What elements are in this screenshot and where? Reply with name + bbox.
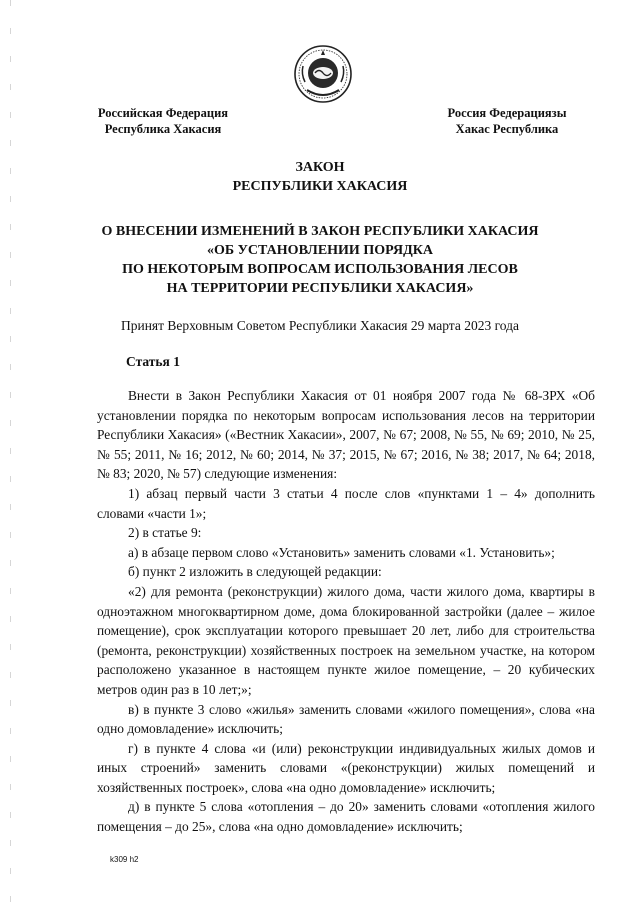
header-right-block	[432, 105, 582, 137]
header-left-line-1: Российская Федерация	[97, 106, 229, 120]
header-left-block	[88, 105, 238, 137]
coat-of-arms-emblem	[293, 44, 353, 104]
paragraph-item-1: 1) абзац первый части 3 статьи 4 после слов «пунктами 1 – 4» дополнить словами «части 1»;	[97, 485, 595, 521]
law-title-line-1: ЗАКОН	[295, 160, 345, 175]
scan-edge-artifact	[10, 0, 11, 905]
law-title-line-2: РЕСПУБЛИКИ ХАКАСИЯ	[232, 179, 408, 194]
document-code: k309 h2	[110, 855, 139, 864]
paragraph-item-2v: в) в пункте 3 слово «жилья» заменить словами «жилого помещения», слова «на одно домовладение» исключить;	[97, 701, 595, 737]
subject-line-3: ПО НЕКОТОРЫМ ВОПРОСАМ ИСПОЛЬЗОВАНИЯ ЛЕСОВ	[122, 262, 518, 277]
law-title	[0, 158, 640, 196]
paragraph-item-2g: г) в пункте 4 слова «и (или) реконструкции индивидуальных жилых домов и иных строений» заменить словами «(реконструкции) жилых помещений и хозяйственных построек», слова «на одно домовладение» исключить;	[97, 740, 595, 795]
paragraph-item-2b-text: «2) для ремонта (реконструкции) жилого дома, части жилого дома, квартиры в одноэтажном многоквартирном доме, дома блокированной застройки (далее – жилое помещение), срок эксплуатации которого превышает 20 лет, либо для строительства (ремонта, реконструкции) хозяйственных построек на земельном участке, на котором расположено указанное в настоящем пункте жилое помещение, – 20 кубических метров один раз в 10 лет;»;	[97, 583, 595, 697]
header-right-line-2: Хакас Республика	[455, 122, 559, 136]
paragraph-item-2: 2) в статье 9:	[128, 525, 202, 541]
law-subject-title	[0, 222, 640, 298]
subject-line-2: «ОБ УСТАНОВЛЕНИИ ПОРЯДКА	[207, 243, 433, 258]
paragraph-item-2a: а) в абзаце первом слово «Установить» заменить словами «1. Установить»;	[128, 544, 555, 560]
paragraph-intro: Внести в Закон Республики Хакасия от 01 ноября 2007 года № 68-ЗРХ «Об установлении порядка по некоторым вопросам использования лесов на территории Республики Хакасия» («Вестник Хакасии», 2007, № 67; 2008, № 55, № 69; 2010, № 25, № 55; 2011, № 16; 2012, № 60; 2014, № 37; 2015, № 67; 2016, № 38; 2017, № 64; 2018, № 83; 2020, № 57) следующие изменения:	[97, 388, 595, 482]
subject-line-1: О ВНЕСЕНИИ ИЗМЕНЕНИЙ В ЗАКОН РЕСПУБЛИКИ ХАКАСИЯ	[101, 224, 539, 239]
subject-line-4: НА ТЕРРИТОРИИ РЕСПУБЛИКИ ХАКАСИЯ»	[166, 281, 474, 296]
paragraph-item-2d: д) в пункте 5 слова «отопления – до 20» заменить словами «отопления жилого помещения – до 25», слова «на одно домовладение» исключить;	[97, 799, 595, 835]
article-heading: Статья 1	[126, 354, 180, 369]
adoption-statement: Принят Верховным Советом Республики Хакасия 29 марта 2023 года	[120, 318, 520, 333]
article-body	[97, 386, 595, 837]
header-left-line-2: Республика Хакасия	[104, 122, 222, 136]
header-right-line-1: Россия Федерациязы	[447, 106, 567, 120]
paragraph-item-2b: б) пункт 2 изложить в следующей редакции:	[128, 564, 382, 580]
